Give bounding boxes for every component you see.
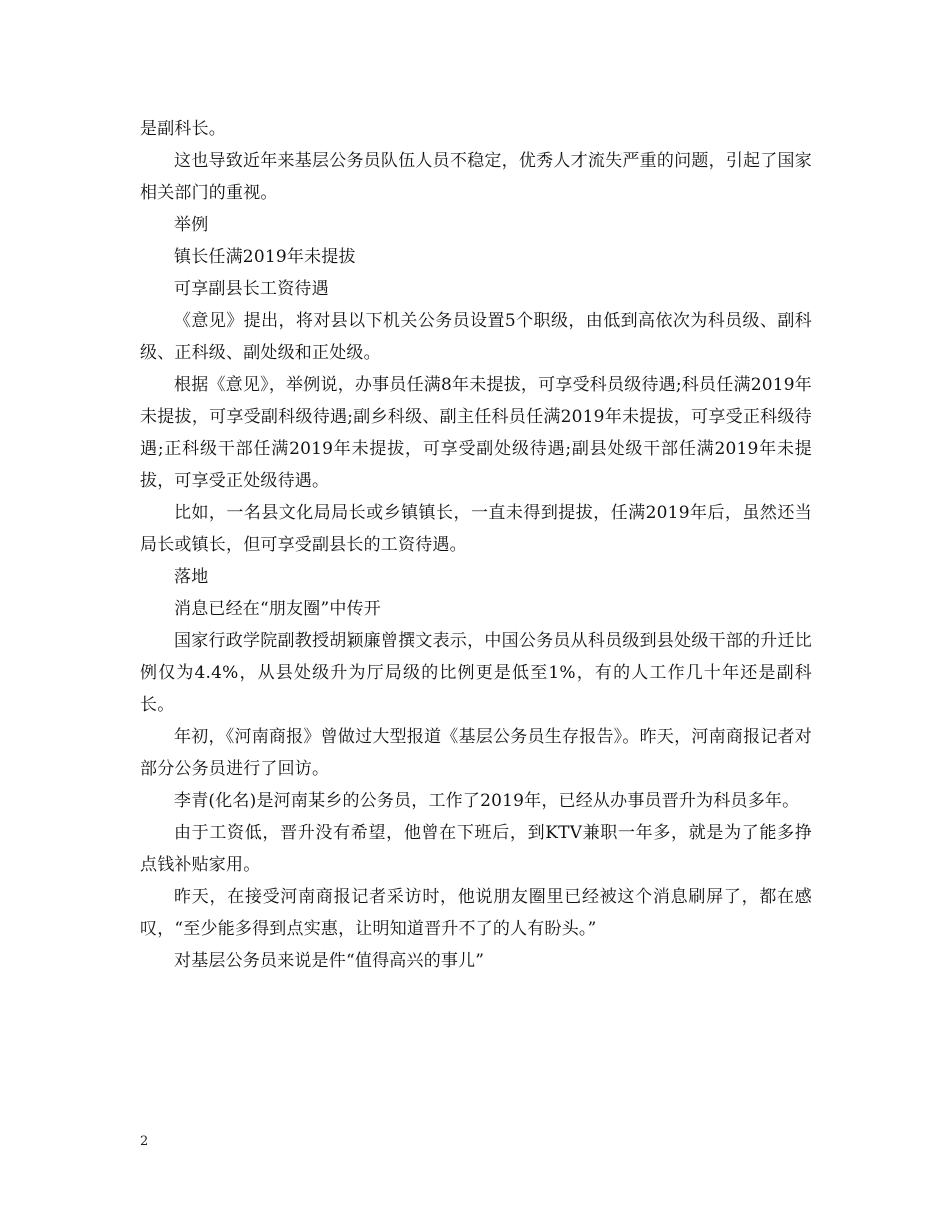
subheading: 消息已经在“朋友圈”中传开 <box>174 599 381 619</box>
paragraph-continuation: 是副科长。 <box>140 119 226 139</box>
paragraph: 由于工资低，晋升没有希望，他曾在下班后，到KTV兼职一年多，就是为了能多挣点钱补贴家用。 <box>140 823 812 875</box>
body-text <box>140 113 812 977</box>
section-heading: 举例 <box>174 215 209 235</box>
paragraph: 李青(化名)是河南某乡的公务员，工作了2019年，已经从办事员晋升为科员多年。 <box>174 791 800 811</box>
section-heading: 落地 <box>174 567 209 587</box>
paragraph: 根据《意见》，举例说，办事员任满8年未提拔，可享受科员级待遇;科员任满2019年未提拔，可享受副科级待遇;副乡科级、副主任科员任满2019年未提拔，可享受正科级待遇;正科级干部任满2019年未提拔，可享受副处级待遇;副县处级干部任满2019年未提拔，可享受正处级待遇。 <box>140 375 812 491</box>
paragraph: 国家行政学院副教授胡颖廉曾撰文表示，中国公务员从科员级到县处级干部的升迁比例仅为4.4%，从县处级升为厅局级的比例更是低至1%，有的人工作几十年还是副科长。 <box>140 631 812 715</box>
subheading: 对基层公务员来说是件“值得高兴的事儿” <box>174 951 485 971</box>
paragraph: 这也导致近年来基层公务员队伍人员不稳定，优秀人才流失严重的问题，引起了国家相关部门的重视。 <box>140 151 812 203</box>
paragraph: 比如，一名县文化局局长或乡镇镇长，一直未得到提拔，任满2019年后，虽然还当局长或镇长，但可享受副县长的工资待遇。 <box>140 503 812 555</box>
page-number: 2 <box>140 1134 149 1149</box>
subheading: 可享副县长工资待遇 <box>174 279 329 299</box>
paragraph: 《意见》提出，将对县以下机关公务员设置5个职级，由低到高依次为科员级、副科级、正科级、副处级和正处级。 <box>140 311 812 363</box>
paragraph: 昨天，在接受河南商报记者采访时，他说朋友圈里已经被这个消息刷屏了，都在感叹，“至少能多得到点实惠，让明知道晋升不了的人有盼头。” <box>140 887 812 939</box>
subheading: 镇长任满2019年未提拔 <box>174 247 356 267</box>
paragraph: 年初，《河南商报》曾做过大型报道《基层公务员生存报告》。昨天，河南商报记者对部分公务员进行了回访。 <box>140 727 812 779</box>
